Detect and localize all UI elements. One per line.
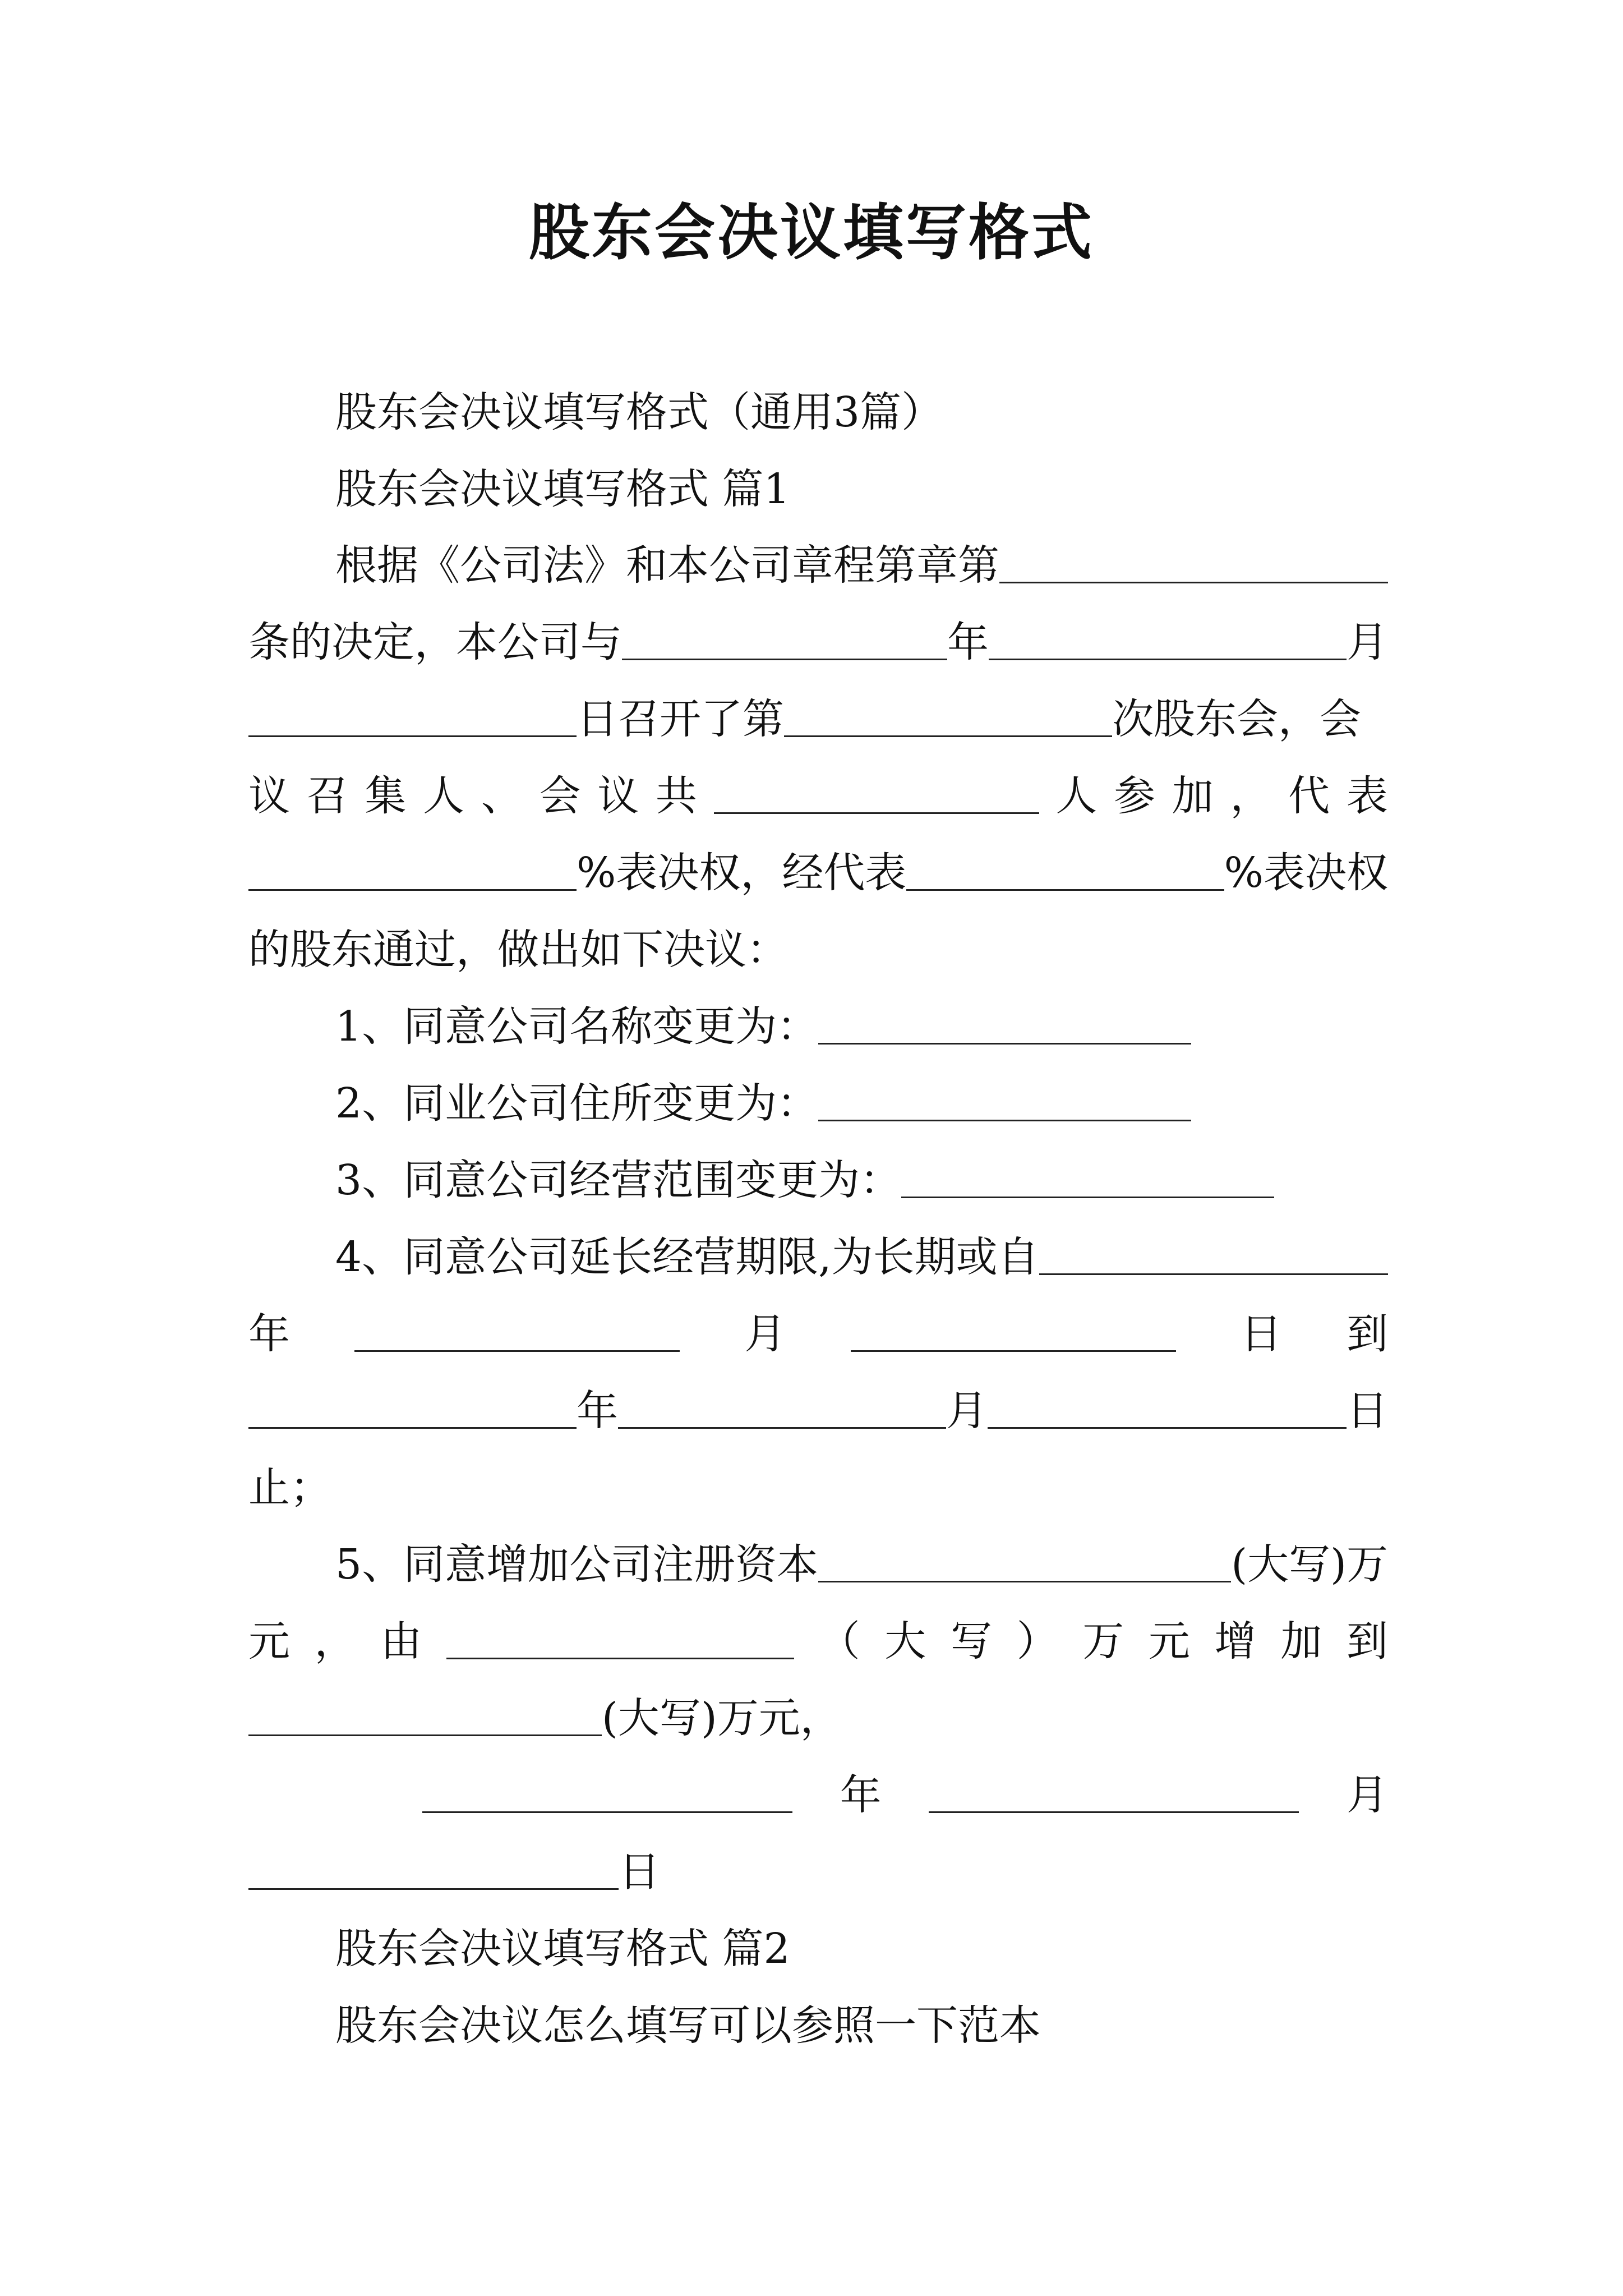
item-char: ） [1016, 1617, 1058, 1665]
document-subtitle: 股东会决议填写格式（通用3篇） [335, 388, 943, 436]
item-char: 元 [1148, 1617, 1190, 1665]
item-5-line3 [248, 1685, 1388, 1752]
p1-line5 [248, 839, 1388, 907]
item-text: (大写)万 [1231, 1540, 1388, 1589]
fill-blank[interactable] [929, 1778, 1299, 1813]
p1-line3 [248, 685, 1388, 753]
p1-char: 人 [1055, 772, 1098, 820]
fill-blank[interactable] [248, 702, 577, 737]
fill-blank[interactable] [784, 702, 1112, 737]
p1-char: 人 [423, 772, 465, 820]
day-label: 日 [1240, 1310, 1282, 1358]
document-title: 股东会决议填写格式 [528, 197, 1094, 268]
item-text: 5、同意增加公司注册资本 [335, 1540, 819, 1589]
year-label: 年 [248, 1310, 290, 1358]
day-label: 日 [619, 1848, 660, 1896]
p1-char: 议 [248, 772, 290, 820]
item-3 [248, 1147, 1388, 1214]
p1-text: 次股东会，会 [1112, 695, 1361, 743]
month-label: 月 [946, 1387, 988, 1435]
item-2 [248, 1070, 1388, 1137]
fill-blank[interactable] [851, 1317, 1176, 1352]
p1-char: 参 [1114, 772, 1156, 820]
p1-char: 加 [1172, 772, 1214, 820]
section2-heading: 股东会决议填写格式 篇2 [335, 1925, 790, 1973]
item-text: (大写)万元， [602, 1694, 842, 1742]
item-5-line2 [248, 1608, 1388, 1675]
item-4-line1 [248, 1223, 1388, 1291]
year-label: 年 [840, 1771, 882, 1819]
item-text: 4、同意公司延长经营期限,为长期或自 [335, 1233, 1039, 1281]
item-char: 元 [248, 1617, 290, 1665]
fill-blank[interactable] [248, 1701, 602, 1736]
fill-blank[interactable] [818, 1547, 1231, 1582]
fill-blank[interactable] [901, 1163, 1274, 1198]
item-4-line3 [248, 1377, 1388, 1444]
p1-char: ， [1230, 772, 1272, 820]
item-char: 大 [884, 1617, 926, 1665]
fill-blank[interactable] [1039, 1240, 1388, 1275]
p1-text: 日召开了第 [577, 695, 784, 743]
month-label: 月 [1347, 618, 1388, 666]
fill-blank[interactable] [446, 1624, 794, 1659]
p1-text: 根据《公司法》和本公司章程第章第 [335, 541, 999, 590]
year-label: 年 [947, 618, 989, 666]
item-char: 万 [1082, 1617, 1124, 1665]
fill-blank[interactable] [354, 1317, 680, 1352]
fill-blank[interactable] [622, 625, 947, 660]
fill-blank[interactable] [988, 1393, 1347, 1429]
item-5-line1 [248, 1531, 1388, 1598]
month-label: 月 [1346, 1771, 1388, 1819]
p1-text: 条的决定，本公司与 [248, 618, 622, 666]
p1-char: 召 [306, 772, 348, 820]
year-label: 年 [577, 1387, 618, 1435]
item-text: 1、同意公司名称变更为： [335, 1002, 819, 1051]
fill-blank[interactable] [422, 1778, 792, 1813]
item-char: 到 [1346, 1617, 1388, 1665]
p1-char: 会 [539, 772, 581, 820]
section2-paragraph: 股东会决议怎么填写可以参照一下范本 [335, 2001, 1041, 2050]
p1-char: 集 [365, 772, 407, 820]
item-4-line2 [248, 1300, 1388, 1368]
fill-blank[interactable] [989, 625, 1347, 660]
fill-blank[interactable] [906, 855, 1224, 891]
fill-blank[interactable] [248, 1393, 577, 1429]
p1-text: %表决权 [1224, 849, 1388, 897]
to-label: 到 [1346, 1310, 1388, 1358]
fill-blank[interactable] [248, 855, 577, 891]
item-1 [248, 993, 1388, 1060]
p1-char: 、 [481, 772, 523, 820]
fill-blank[interactable] [818, 1086, 1191, 1121]
item-text: 3、同意公司经营范围变更为： [335, 1156, 902, 1204]
item-4-line4: 止； [248, 1464, 331, 1512]
p1-char: 共 [655, 772, 697, 820]
date-line-2 [248, 1838, 1388, 1906]
section1-heading: 股东会决议填写格式 篇1 [335, 465, 790, 513]
p1-line1 [248, 532, 1388, 599]
item-char: 加 [1280, 1617, 1322, 1665]
p1-line6: 的股东通过，做出如下决议： [248, 926, 788, 974]
item-char: ， [314, 1617, 356, 1665]
p1-char: 议 [597, 772, 639, 820]
fill-blank[interactable] [248, 1855, 619, 1890]
item-char: 增 [1214, 1617, 1256, 1665]
fill-blank[interactable] [618, 1393, 946, 1429]
item-char: 由 [380, 1617, 422, 1665]
day-label: 日 [1347, 1387, 1388, 1435]
fill-blank[interactable] [999, 548, 1388, 583]
month-label: 月 [744, 1310, 786, 1358]
date-line [248, 1761, 1388, 1829]
item-char: 写 [950, 1617, 992, 1665]
fill-blank[interactable] [714, 779, 1039, 814]
p1-text: %表决权，经代表 [577, 849, 907, 897]
p1-char: 表 [1346, 772, 1388, 820]
item-text: 2、同业公司住所变更为： [335, 1079, 819, 1128]
item-char: （ [818, 1617, 860, 1665]
p1-char: 代 [1288, 772, 1330, 820]
p1-line4 [248, 762, 1388, 830]
fill-blank[interactable] [818, 1009, 1191, 1045]
p1-line2 [248, 609, 1388, 676]
